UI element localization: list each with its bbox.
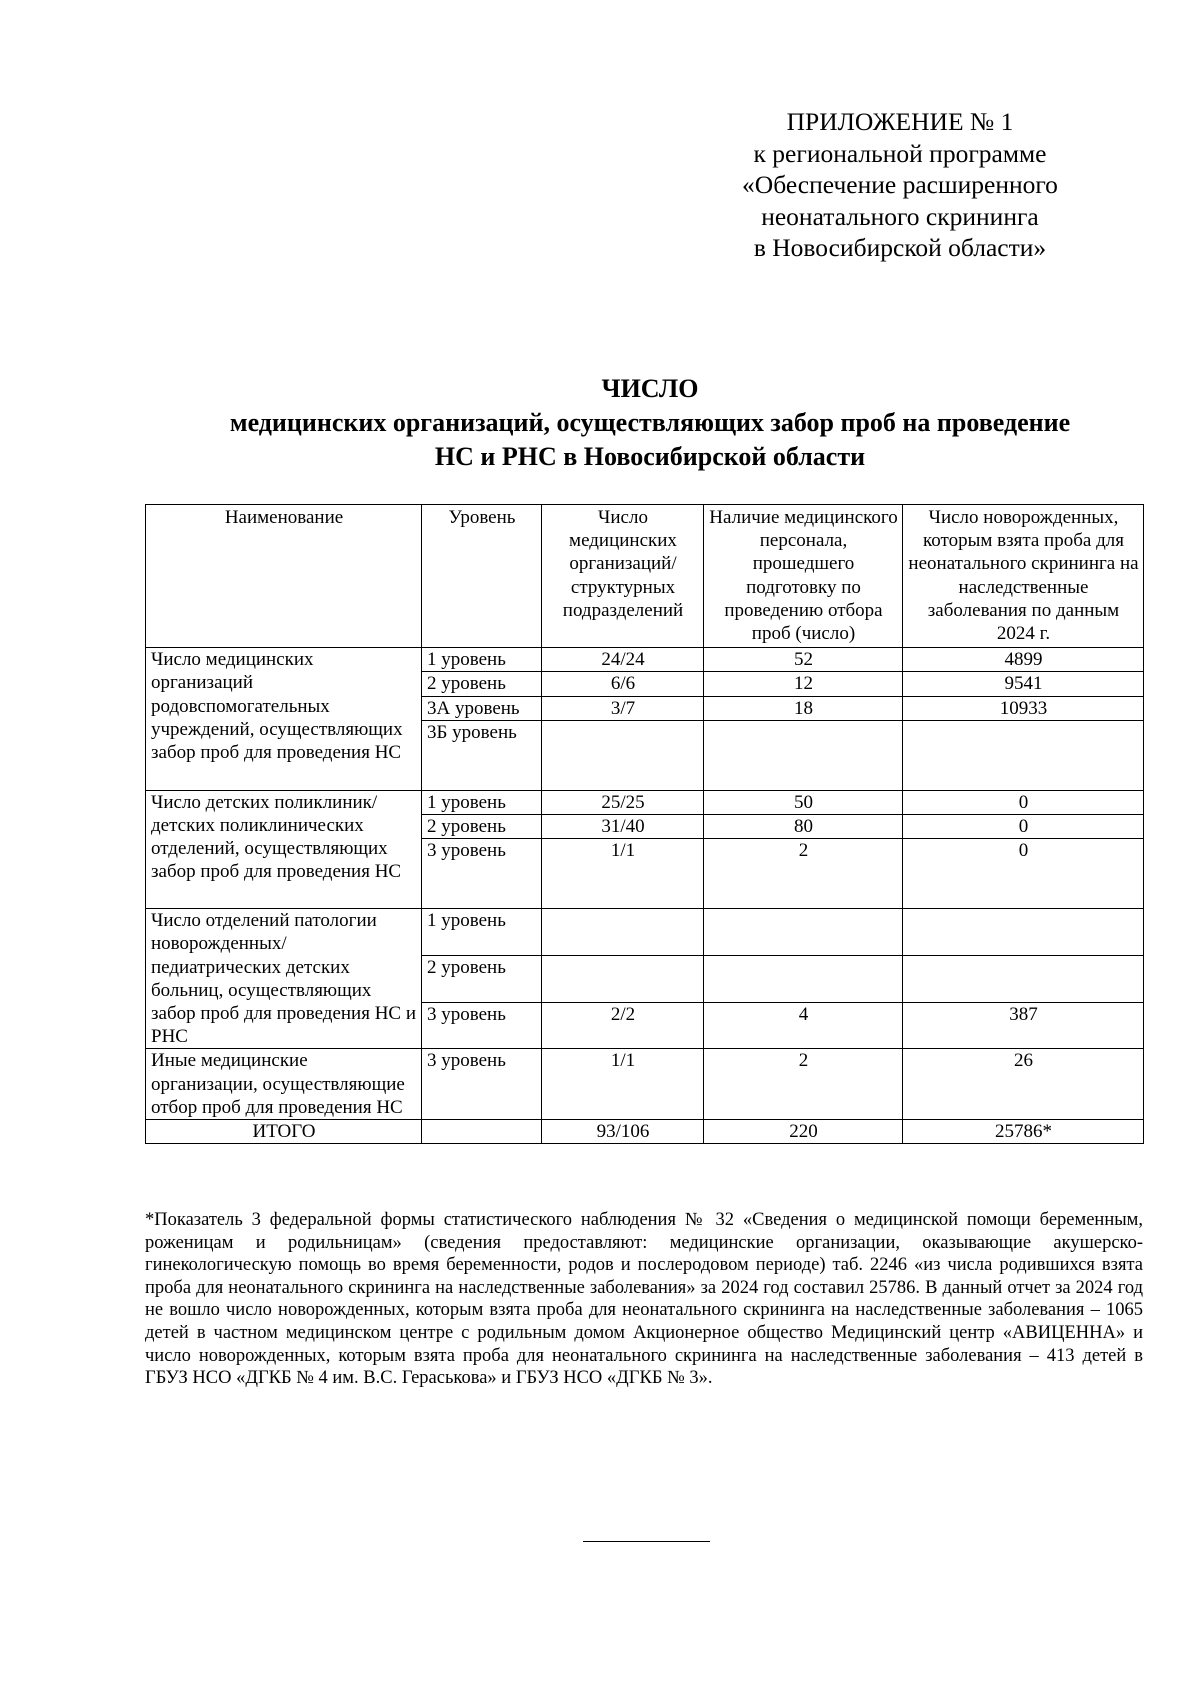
total-label: ИТОГО (146, 1120, 422, 1144)
header-staff: Наличие медицинского персонала, прошедшего подготовку по проведению отбора проб (число) (704, 505, 903, 648)
staff-cell: 52 (704, 648, 903, 672)
orgs-cell: 24/24 (542, 648, 704, 672)
header-level: Уровень (422, 505, 542, 648)
group-name: Число отделений патологии новорожденных/ педиатрических детских больниц, осуществляющих забор проб для проведения НС и РНС (146, 909, 422, 1049)
level-cell: 3 уровень (422, 1049, 542, 1120)
orgs-cell (542, 909, 704, 956)
total-level-cell (422, 1120, 542, 1144)
total-row (146, 1120, 1144, 1144)
group-name: Число детских поликлиник/детских поликлинических отделений, осуществляющих забор проб для проведения НС (146, 790, 422, 908)
total-orgs: 93/106 (542, 1120, 704, 1144)
newborns-cell: 4899 (903, 648, 1144, 672)
group-name: Иные медицинские организации, осуществляющие отбор проб для проведения НС (146, 1049, 422, 1120)
header-orgs: Число медицинских организаций/ структурных подразделений (542, 505, 704, 648)
level-cell: 3 уровень (422, 1002, 542, 1049)
appendix-line: в Новосибирской области» (753, 233, 1047, 262)
staff-cell (704, 909, 903, 956)
staff-cell: 2 (704, 1049, 903, 1120)
title-line-3: НС и РНС в Новосибирской области (434, 442, 866, 471)
staff-cell (704, 955, 903, 1002)
table-row (146, 909, 1144, 956)
level-cell: 2 уровень (422, 815, 542, 839)
staff-cell (704, 720, 903, 790)
appendix-header (690, 106, 1110, 264)
newborns-cell: 0 (903, 790, 1144, 814)
newborns-cell (903, 955, 1144, 1002)
title-line-2: медицинских организаций, осуществляющих забор проб на проведение (229, 408, 1071, 437)
appendix-line: «Обеспечение расширенного (742, 170, 1058, 199)
table-header-row (146, 505, 1144, 648)
newborns-cell: 26 (903, 1049, 1144, 1120)
staff-cell: 80 (704, 815, 903, 839)
staff-cell: 12 (704, 672, 903, 696)
level-cell: 3Б уровень (422, 720, 542, 790)
level-cell: 1 уровень (422, 648, 542, 672)
header-newborns: Число новорожденных, которым взята проба для неонатального скрининга на наследственные заболевания по данным 2024 г. (903, 505, 1144, 648)
level-cell: 1 уровень (422, 909, 542, 956)
newborns-cell: 9541 (903, 672, 1144, 696)
title-line-1: ЧИСЛО (601, 374, 699, 403)
appendix-line: к региональной программе (753, 138, 1047, 168)
appendix-line: неонатального скрининга (761, 201, 1039, 231)
orgs-cell: 6/6 (542, 672, 704, 696)
document-title (140, 372, 1160, 474)
orgs-cell: 1/1 (542, 1049, 704, 1120)
level-cell: 3 уровень (422, 839, 542, 909)
orgs-cell: 25/25 (542, 790, 704, 814)
table-row (146, 790, 1144, 814)
group-name: Число медицинских организаций родовспомогательных учреждений, осуществляющих забор проб для проведения НС (146, 648, 422, 791)
newborns-cell: 387 (903, 1002, 1144, 1049)
newborns-cell: 10933 (903, 696, 1144, 720)
closing-rule (583, 1541, 710, 1542)
level-cell: 1 уровень (422, 790, 542, 814)
organizations-table (145, 504, 1144, 1144)
total-newborns: 25786* (903, 1120, 1144, 1144)
level-cell: 2 уровень (422, 955, 542, 1002)
orgs-cell (542, 720, 704, 790)
total-staff: 220 (704, 1120, 903, 1144)
staff-cell: 18 (704, 696, 903, 720)
orgs-cell: 31/40 (542, 815, 704, 839)
orgs-cell: 3/7 (542, 696, 704, 720)
newborns-cell: 0 (903, 839, 1144, 909)
staff-cell: 4 (704, 1002, 903, 1049)
level-cell: 3А уровень (422, 696, 542, 720)
orgs-cell: 2/2 (542, 1002, 704, 1049)
staff-cell: 2 (704, 839, 903, 909)
appendix-line: ПРИЛОЖЕНИЕ № 1 (786, 107, 1014, 136)
header-name: Наименование (146, 505, 422, 648)
orgs-cell (542, 955, 704, 1002)
newborns-cell: 0 (903, 815, 1144, 839)
footnote: *Показатель 3 федеральной формы статистического наблюдения № 32 «Сведения о медицинской помощи беременным, роженицам и родильницам» (сведения предоставляют: медицинские организации, оказывающие акушерско-гинекологическую помощь во время беременности, родов и послеродовом периоде) таб. 2246 «из числа родившихся взята проба для неонатального скрининга на наследственные заболевания» за 2024 год составил 25786. В данный отчет за 2024 год не вошло число новорожденных, которым взята проба для неонатального скрининга на наследственные заболевания – 1065 детей в частном медицинском центре с родильным домом Акционерное общество Медицинский центр «АВИЦЕННА» и число новорожденных, которым взята проба для неонатального скрининга на наследственные заболевания – 413 детей в ГБУЗ НСО «ДГКБ № 4 им. В.С. Гераськова» и ГБУЗ НСО «ДГКБ № 3». (145, 1210, 1143, 1389)
table-row (146, 1049, 1144, 1120)
orgs-cell: 1/1 (542, 839, 704, 909)
newborns-cell (903, 720, 1144, 790)
newborns-cell (903, 909, 1144, 956)
table-row (146, 648, 1144, 672)
staff-cell: 50 (704, 790, 903, 814)
level-cell: 2 уровень (422, 672, 542, 696)
